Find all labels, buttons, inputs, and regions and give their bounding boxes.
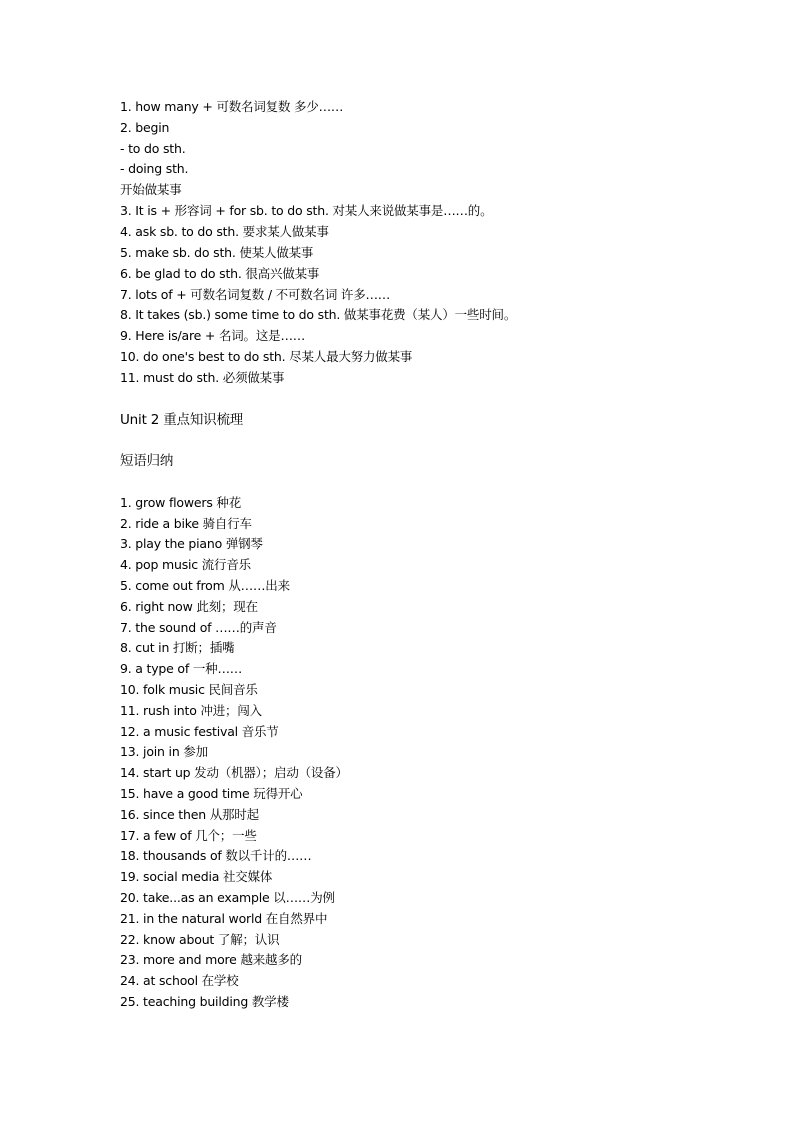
- phrase-item: 7. the sound of ……的声音: [120, 620, 277, 635]
- section-subtitle: 短语归纳: [120, 453, 174, 469]
- phrase-item: 10. folk music 民间音乐: [120, 682, 258, 697]
- phrase-item: 11. rush into 冲进；闯入: [120, 703, 262, 718]
- list-item: 6. be glad to do sth. 很高兴做某事: [120, 266, 320, 281]
- phrase-item: 3. play the piano 弹钢琴: [120, 536, 263, 551]
- phrase-item: 19. social media 社交媒体: [120, 869, 273, 884]
- list-item: 2. begin: [120, 120, 170, 135]
- list-item: - to do sth.: [120, 141, 186, 156]
- list-item: - doing sth.: [120, 161, 189, 176]
- list-item: 10. do one's best to do sth. 尽某人最大努力做某事: [120, 349, 413, 364]
- phrase-item: 2. ride a bike 骑自行车: [120, 516, 252, 531]
- phrase-item: 17. a few of 几个；一些: [120, 828, 257, 843]
- phrase-item: 15. have a good time 玩得开心: [120, 786, 303, 801]
- phrase-item: 12. a music festival 音乐节: [120, 724, 279, 739]
- phrase-item: 1. grow flowers 种花: [120, 495, 242, 510]
- list-item: 7. lots of + 可数名词复数 / 不可数名词 许多……: [120, 287, 391, 302]
- list-item: 9. Here is/are + 名词。这是……: [120, 328, 306, 343]
- list-item: 4. ask sb. to do sth. 要求某人做某事: [120, 224, 329, 239]
- list-item: 5. make sb. do sth. 使某人做某事: [120, 245, 314, 260]
- phrase-item: 18. thousands of 数以千计的……: [120, 848, 312, 863]
- phrase-item: 14. start up 发动（机器）；启动（设备）: [120, 765, 348, 780]
- phrase-item: 5. come out from 从……出来: [120, 578, 290, 593]
- list-item: 11. must do sth. 必须做某事: [120, 370, 285, 385]
- list-item: 3. It is + 形容词 + for sb. to do sth. 对某人来说做某事是……的。: [120, 203, 493, 218]
- phrase-item: 8. cut in 打断；插嘴: [120, 640, 235, 655]
- phrase-item: 21. in the natural world 在自然界中: [120, 911, 328, 926]
- phrase-item: 16. since then 从那时起: [120, 807, 259, 822]
- phrase-item: 9. a type of 一种……: [120, 661, 243, 676]
- list-item: 8. It takes (sb.) some time to do sth. 做某事花费（某人）一些时间。: [120, 307, 517, 322]
- section-title: Unit 2 重点知识梳理: [120, 412, 244, 428]
- list-item: 开始做某事: [120, 182, 182, 197]
- phrase-item: 20. take...as an example 以……为例: [120, 890, 335, 905]
- phrase-item: 22. know about 了解；认识: [120, 932, 280, 947]
- phrase-item: 25. teaching building 教学楼: [120, 994, 289, 1009]
- phrase-item: 24. at school 在学校: [120, 973, 239, 988]
- phrase-item: 13. join in 参加: [120, 744, 208, 759]
- phrase-item: 6. right now 此刻；现在: [120, 599, 258, 614]
- phrase-item: 23. more and more 越来越多的: [120, 952, 302, 967]
- list-item: 1. how many + 可数名词复数 多少……: [120, 99, 344, 114]
- phrase-item: 4. pop music 流行音乐: [120, 557, 251, 572]
